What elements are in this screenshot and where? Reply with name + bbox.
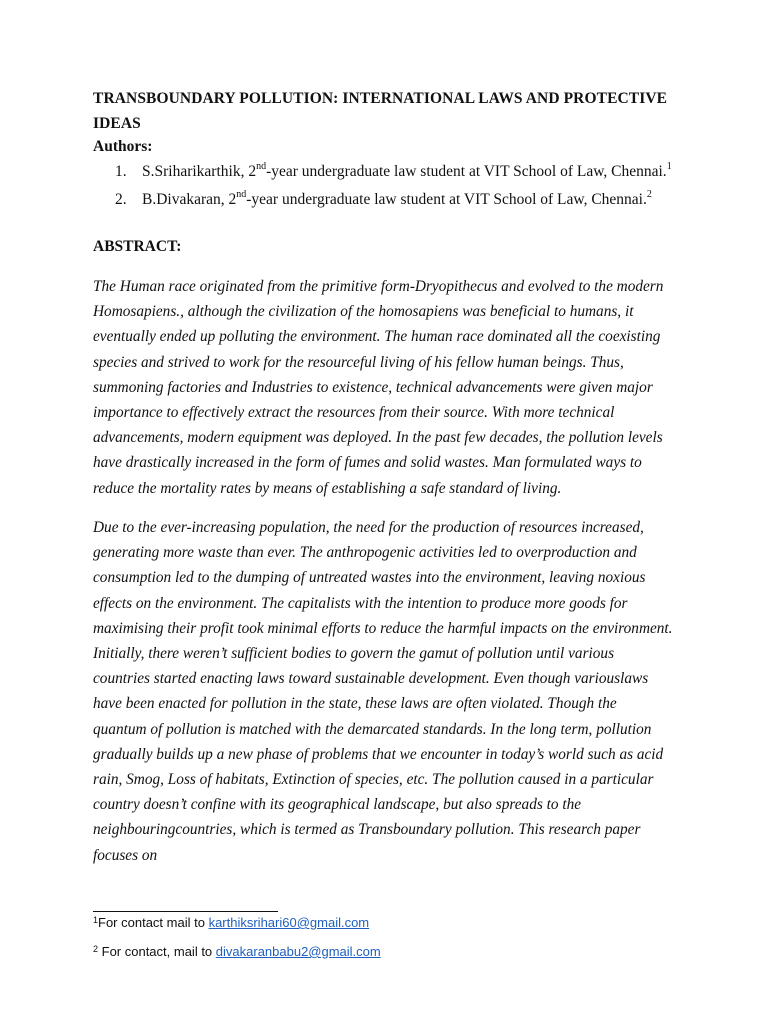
author-description: -year undergraduate law student at VIT School of Law, Chennai. <box>266 163 667 180</box>
footnote-separator <box>93 911 278 912</box>
footnote-reference[interactable]: 1 <box>666 160 672 172</box>
abstract-heading: ABSTRACT: <box>93 238 182 255</box>
author-description: -year undergraduate law student at VIT School of Law, Chennai. <box>246 191 647 208</box>
footnote <box>93 943 381 962</box>
authors-heading: Authors: <box>93 138 153 155</box>
document-title: TRANSBOUNDARY POLLUTION: INTERNATIONAL LAWS AND PROTECTIVE IDEAS <box>93 90 668 132</box>
abstract-paragraph: The Human race originated from the primitive form-Dryopithecus and evolved to the modern Homosapiens., although the civilization of the homosapiens was beneficial to humans, it eventually ended up polluting the environment. The human race dominated all the coexisting species and strived to work for the resourceful living of his fellow human beings. Thus, summoning factories and Industries to existence, technical advancements were given major importance to effectively extract the resources from their source. With more technical advancements, modern equipment was deployed. In the past few decades, the pollution levels have drastically increased in the form of fumes and solid wastes. Man formulated ways to reduce the mortality rates by means of establishing a safe standard of living. <box>93 278 664 497</box>
footnote-marker: 1 <box>93 915 99 925</box>
abstract-paragraph: Due to the ever-increasing population, the need for the production of resources increased, generating more waste than ever. The anthropogenic activities led to overproduction and consumption led to the dumping of untreated wastes into the environment, leaving noxious effects on the environment. The capitalists with the intention to produce more goods for maximising their profit took minimal efforts to reduce the harmful impacts on the environment. Initially, there weren’t sufficient bodies to govern the gamut of pollution until various countries started enacting laws toward sustainable development. Even though variouslaws have been enacted for pollution in the state, these laws are often violated. Though the quantum of pollution is matched with the demarcated standards. In the long term, pollution gradually builds up a new phase of problems that we encounter in today’s world such as acid rain, Smog, Loss of habitats, Extinction of species, etc. The pollution caused in a particular country doesn’t confine with its geographical landscape, but also spreads to the neighbouringcountries, which is termed as Transboundary pollution. This research paper focuses on <box>93 519 673 864</box>
author-item <box>93 158 713 186</box>
ordinal-superscript: nd <box>236 188 247 200</box>
footnote-reference[interactable]: 2 <box>646 188 652 200</box>
authors-list <box>93 158 713 214</box>
email-link[interactable]: karthiksrihari60@gmail.com <box>208 915 370 930</box>
email-link[interactable]: divakaranbabu2@gmail.com <box>215 944 381 959</box>
author-name: S.Sriharikarthik, 2 <box>142 163 257 180</box>
footnote <box>93 914 369 933</box>
footnote-marker: 2 <box>93 944 99 954</box>
author-number: 2. <box>115 191 127 208</box>
author-number: 1. <box>115 163 127 180</box>
footnote-text: For contact, mail to <box>98 944 216 959</box>
ordinal-superscript: nd <box>256 160 267 172</box>
footnote-text: For contact mail to <box>98 915 209 930</box>
author-item <box>93 186 713 214</box>
author-name: B.Divakaran, 2 <box>142 191 237 208</box>
